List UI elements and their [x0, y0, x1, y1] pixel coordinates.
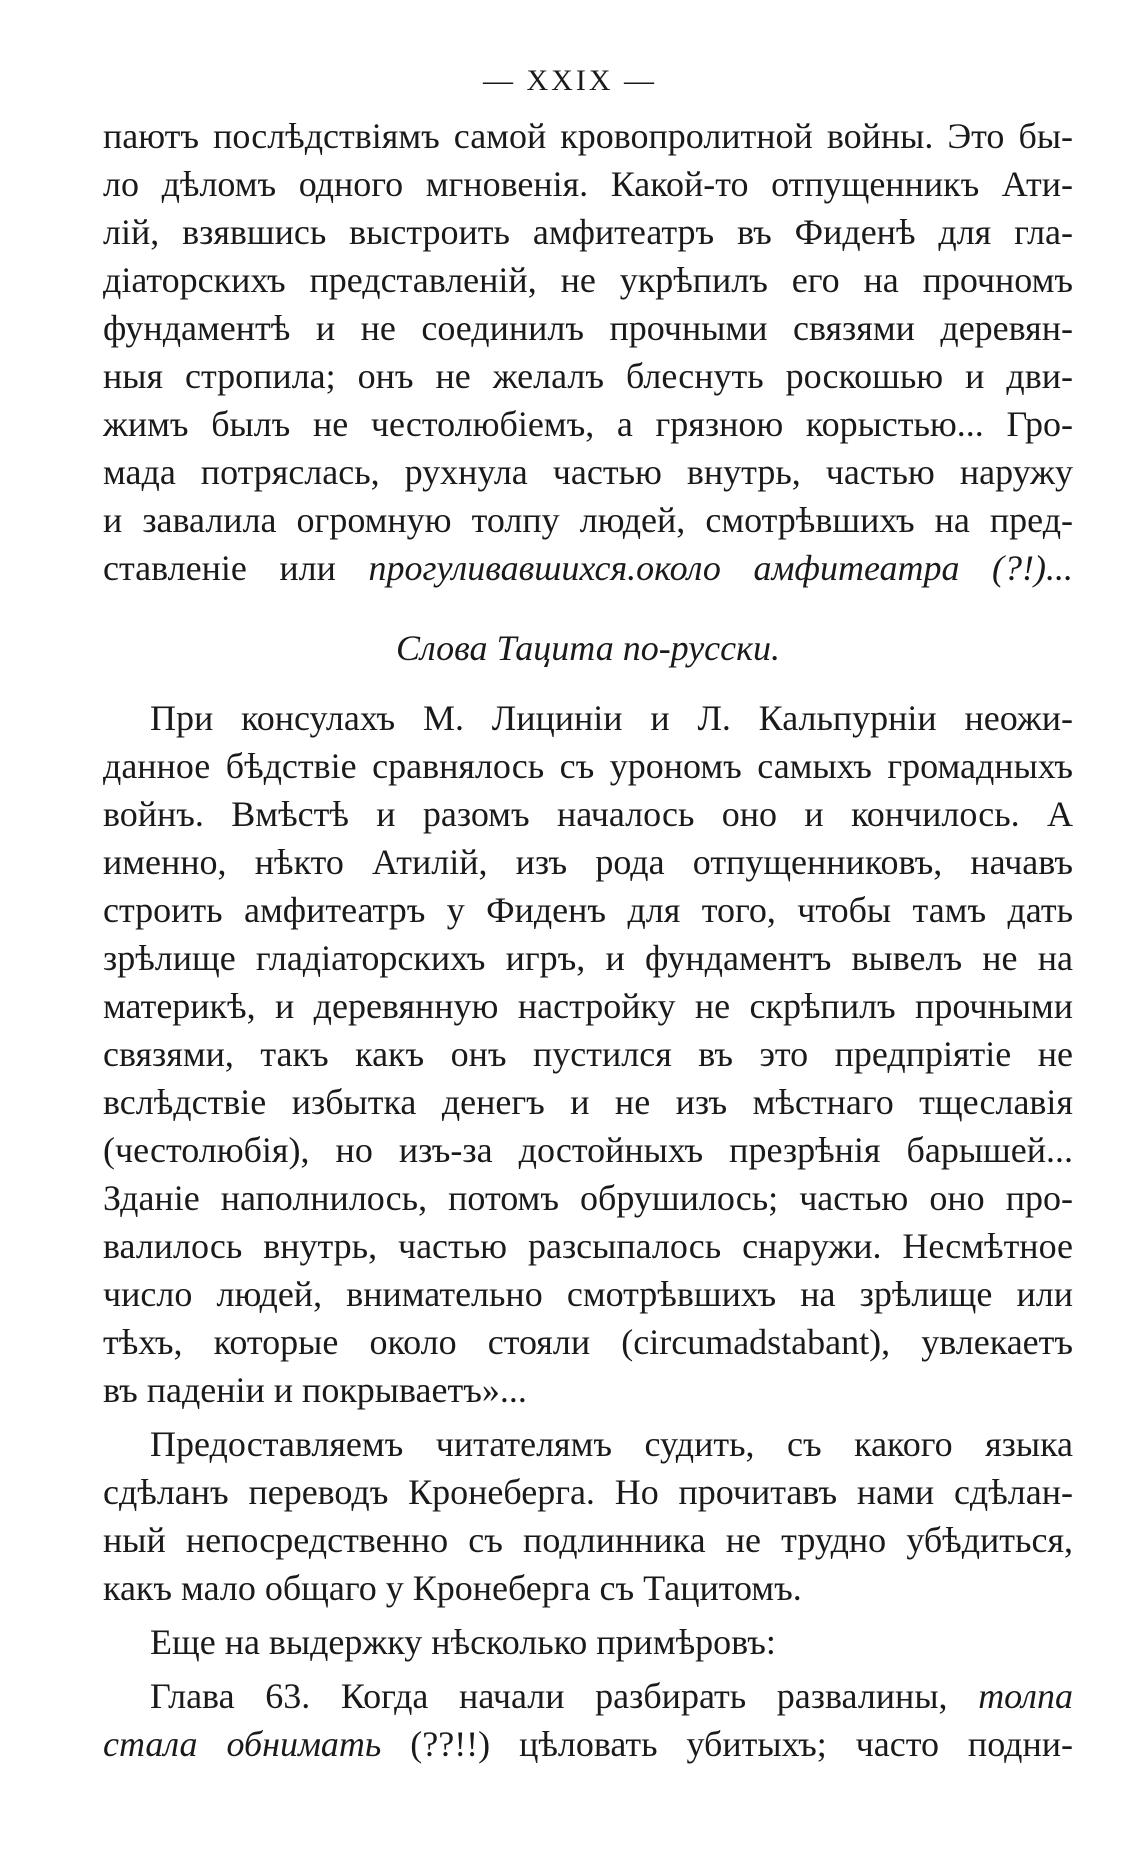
text-line: ныя стропила; онъ не желалъ блеснуть роскошью и дви- — [103, 356, 1073, 396]
text-span: ставленіе или — [103, 548, 369, 588]
text-line: паютъ послѣдствіямъ самой кровопролитной войны. Это бы- — [103, 116, 1073, 156]
text-line: въ паденіи и покрываетъ»... — [103, 1370, 527, 1410]
text-line: фундаментѣ и не соединилъ прочными связями деревян- — [103, 308, 1073, 348]
text-line: Зданіе наполнилось, потомъ обрушилось; частью оно про- — [103, 1178, 1073, 1218]
text-span: (?!)... — [959, 548, 1073, 588]
text-line: ло дѣломъ одного мгновенія. Какой-то отпущенникъ Ати- — [103, 164, 1073, 204]
text-line: валилось внутрь, частью разсыпалось снаружи. Несмѣтное — [103, 1226, 1073, 1266]
text-line: число людей, внимательно смотрѣвшихъ на зрѣлище или — [103, 1274, 1073, 1314]
section-heading: Слова Тацита по-русски. — [396, 628, 780, 668]
text-line: діаторскихъ представленій, не укрѣпилъ его на прочномъ — [103, 260, 1073, 300]
text-line: При консулахъ М. Лициніи и Л. Кальпурніи неожи- — [150, 698, 1073, 738]
page-header: — XXIX — — [483, 64, 657, 97]
text-line: жимъ былъ не честолюбіемъ, а грязною корыстью... Гро- — [103, 404, 1073, 444]
text-line: Предоставляемъ читателямъ судить, съ какого языка — [150, 1424, 1073, 1464]
text-line: именно, нѣкто Атилій, изъ рода отпущенниковъ, начавъ — [103, 842, 1073, 882]
text-span: Глава 63. Когда начали разбирать развалины, — [150, 1676, 979, 1716]
text-line: (честолюбія), но изъ-за достойныхъ презрѣнія барышей... — [103, 1130, 1073, 1170]
text-line: связями, такъ какъ онъ пустился въ это предпріятіе не — [103, 1034, 1073, 1074]
text-line: вслѣдствіе избытка денегъ и не изъ мѣстнаго тщеславія — [103, 1082, 1073, 1122]
italic-span: стала обнимать — [103, 1724, 382, 1764]
text-line: тѣхъ, которые около стояли (circumadstabant), увлекаетъ — [103, 1322, 1073, 1362]
text-line: зрѣлище гладіаторскихъ игръ, и фундаментъ вывелъ не на — [103, 938, 1073, 978]
text-line: Еще на выдержку нѣсколько примѣровъ: — [150, 1622, 776, 1662]
text-line — [150, 1672, 1073, 1720]
text-line: ный непосредственно съ подлинника не трудно убѣдиться, — [103, 1520, 1073, 1560]
text-span: (??!!) цѣловать убитыхъ; часто подни- — [381, 1724, 1073, 1764]
text-line: какъ мало общаго у Кронеберга съ Тацитомъ. — [103, 1568, 802, 1608]
text-line: строить амфитеатръ у Фиденъ для того, чтобы тамъ дать — [103, 890, 1073, 930]
text-line: материкѣ, и деревянную настройку не скрѣпилъ прочными — [103, 986, 1073, 1026]
italic-span: толпа — [978, 1676, 1073, 1716]
text-line: сдѣланъ переводъ Кронеберга. Но прочитавъ нами сдѣлан- — [103, 1472, 1073, 1512]
text-line: и завалила огромную толпу людей, смотрѣвшихъ на пред- — [103, 500, 1073, 540]
italic-span: прогуливавшихся.около амфитеатра — [368, 548, 960, 588]
text-line: войнъ. Вмѣстѣ и разомъ началось оно и кончилось. А — [103, 794, 1073, 834]
text-line — [103, 544, 1073, 592]
text-line: данное бѣдствіе сравнялось съ урономъ самыхъ громадныхъ — [103, 746, 1073, 786]
text-line: мада потряслась, рухнула частью внутрь, частью наружу — [103, 452, 1073, 492]
text-line: лій, взявшись выстроить амфитеатръ въ Фиденѣ для гла- — [103, 212, 1073, 252]
text-line — [103, 1720, 1073, 1768]
